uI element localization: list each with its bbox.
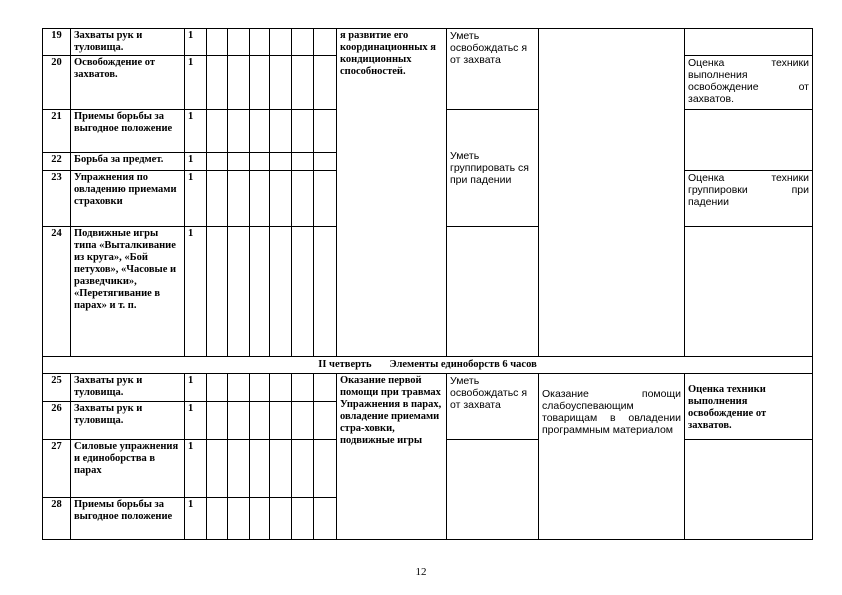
skill-requirement: Уметь группировать ся при падении xyxy=(447,110,539,227)
assessment-cell xyxy=(685,110,813,171)
date-cell xyxy=(228,402,250,440)
assess-word: при xyxy=(791,184,809,196)
assess-word: освобождение xyxy=(688,81,759,93)
date-cell xyxy=(228,498,250,540)
date-cell xyxy=(270,56,292,110)
assess-line: выполнения xyxy=(688,69,748,81)
lesson-topic: Захваты рук и туловища. xyxy=(71,29,185,56)
table-row xyxy=(43,374,813,402)
table-row xyxy=(43,29,813,56)
date-cell xyxy=(314,56,337,110)
assessment-cell xyxy=(685,227,813,357)
lesson-topic: Силовые упражнения и единоборства в парах xyxy=(71,440,185,498)
date-cell xyxy=(207,227,228,357)
date-cell xyxy=(270,110,292,153)
date-cell xyxy=(250,402,270,440)
lesson-hours: 1 xyxy=(185,440,207,498)
date-cell xyxy=(314,440,337,498)
lesson-hours: 1 xyxy=(185,498,207,540)
date-cell xyxy=(314,374,337,402)
lesson-topic: Борьба за предмет. xyxy=(71,153,185,171)
lesson-number: 27 xyxy=(43,440,71,498)
date-cell xyxy=(228,227,250,357)
date-cell xyxy=(314,498,337,540)
lesson-hours: 1 xyxy=(185,153,207,171)
lesson-plan-table xyxy=(42,28,813,540)
date-cell xyxy=(292,153,314,171)
assess-word: группировки xyxy=(688,184,748,196)
lesson-number: 25 xyxy=(43,374,71,402)
date-cell xyxy=(228,110,250,153)
date-cell xyxy=(270,498,292,540)
date-cell xyxy=(250,153,270,171)
help-cell xyxy=(539,29,685,357)
lesson-hours: 1 xyxy=(185,29,207,56)
lesson-topic: Подвижные игры типа «Выталкивание из круга», «Бой петухов», «Часовые и разведчики», «Перетягивание в парах» и т. п. xyxy=(71,227,185,357)
assess-line: падении xyxy=(688,196,730,208)
date-cell xyxy=(207,440,228,498)
date-cell xyxy=(250,440,270,498)
lesson-hours: 1 xyxy=(185,56,207,110)
date-cell xyxy=(314,29,337,56)
lesson-number: 21 xyxy=(43,110,71,153)
lesson-number: 19 xyxy=(43,29,71,56)
date-cell xyxy=(270,374,292,402)
date-cell xyxy=(207,153,228,171)
date-cell xyxy=(292,498,314,540)
date-cell xyxy=(292,110,314,153)
section-header xyxy=(43,357,813,374)
assessment-cell xyxy=(685,29,813,56)
date-cell xyxy=(250,498,270,540)
date-cell xyxy=(314,227,337,357)
date-cell xyxy=(228,56,250,110)
date-cell xyxy=(250,56,270,110)
assess-word: техники xyxy=(771,172,809,184)
skill-requirement: Уметь освобождатьс я от захвата xyxy=(447,374,539,440)
section-header-row xyxy=(43,357,813,374)
date-cell xyxy=(270,227,292,357)
date-cell xyxy=(292,374,314,402)
date-cell xyxy=(250,374,270,402)
date-cell xyxy=(207,29,228,56)
date-cell xyxy=(292,227,314,357)
assessment-text xyxy=(685,56,813,110)
date-cell xyxy=(207,498,228,540)
date-cell xyxy=(228,374,250,402)
date-cell xyxy=(228,440,250,498)
section-quarter: II четверть xyxy=(318,359,372,370)
lesson-topic: Упражнения по овладению приемами страховки xyxy=(71,171,185,227)
lesson-hours: 1 xyxy=(185,402,207,440)
date-cell xyxy=(207,56,228,110)
assessment-text: Оценка техники выполнения освобождение от захватов. xyxy=(685,374,813,440)
assess-word: от xyxy=(798,81,809,93)
date-cell xyxy=(270,153,292,171)
lesson-topic: Захваты рук и туловища. xyxy=(71,402,185,440)
lesson-number: 24 xyxy=(43,227,71,357)
date-cell xyxy=(292,171,314,227)
date-cell xyxy=(207,110,228,153)
date-cell xyxy=(207,171,228,227)
date-cell xyxy=(250,29,270,56)
lesson-topic: Захваты рук и туловища. xyxy=(71,374,185,402)
date-cell xyxy=(270,402,292,440)
assess-word: техники xyxy=(771,57,809,69)
lesson-number: 23 xyxy=(43,171,71,227)
lesson-topic: Освобождение от захватов. xyxy=(71,56,185,110)
date-cell xyxy=(250,110,270,153)
skill-cell xyxy=(447,227,539,357)
lesson-hours: 1 xyxy=(185,171,207,227)
assess-word: Оценка xyxy=(688,57,725,69)
lesson-number: 28 xyxy=(43,498,71,540)
date-cell xyxy=(250,227,270,357)
date-cell xyxy=(270,440,292,498)
date-cell xyxy=(292,29,314,56)
help-description: Оказание помощи слабоуспевающим товарищам в овладении программным материалом xyxy=(539,374,685,540)
page-number: 12 xyxy=(415,566,427,578)
date-cell xyxy=(314,402,337,440)
date-cell xyxy=(314,153,337,171)
date-cell xyxy=(314,171,337,227)
lesson-number: 26 xyxy=(43,402,71,440)
lesson-number: 22 xyxy=(43,153,71,171)
assess-line: захватов. xyxy=(688,93,734,105)
date-cell xyxy=(228,171,250,227)
date-cell xyxy=(270,29,292,56)
date-cell xyxy=(207,402,228,440)
date-cell xyxy=(292,56,314,110)
lesson-number: 20 xyxy=(43,56,71,110)
lesson-hours: 1 xyxy=(185,110,207,153)
date-cell xyxy=(314,110,337,153)
lesson-topic: Приемы борьбы за выгодное положение xyxy=(71,498,185,540)
activity-description: я развитие его координационных я кондиционных способностей. xyxy=(337,29,447,357)
date-cell xyxy=(270,171,292,227)
skill-cell xyxy=(447,440,539,540)
lesson-topic: Приемы борьбы за выгодное положение xyxy=(71,110,185,153)
assessment-text xyxy=(685,171,813,227)
activity-description: Оказание первой помощи при травмах Упражнения в парах, овладение приемами стра-ховки, подвижные игры xyxy=(337,374,447,540)
date-cell xyxy=(250,171,270,227)
section-title: Элементы единоборств 6 часов xyxy=(389,359,537,370)
date-cell xyxy=(292,402,314,440)
assess-word: Оценка xyxy=(688,172,725,184)
date-cell xyxy=(228,153,250,171)
skill-requirement: Уметь освобождатьс я от захвата xyxy=(447,29,539,110)
date-cell xyxy=(207,374,228,402)
lesson-hours: 1 xyxy=(185,374,207,402)
assessment-cell xyxy=(685,440,813,540)
lesson-hours: 1 xyxy=(185,227,207,357)
date-cell xyxy=(292,440,314,498)
date-cell xyxy=(228,29,250,56)
